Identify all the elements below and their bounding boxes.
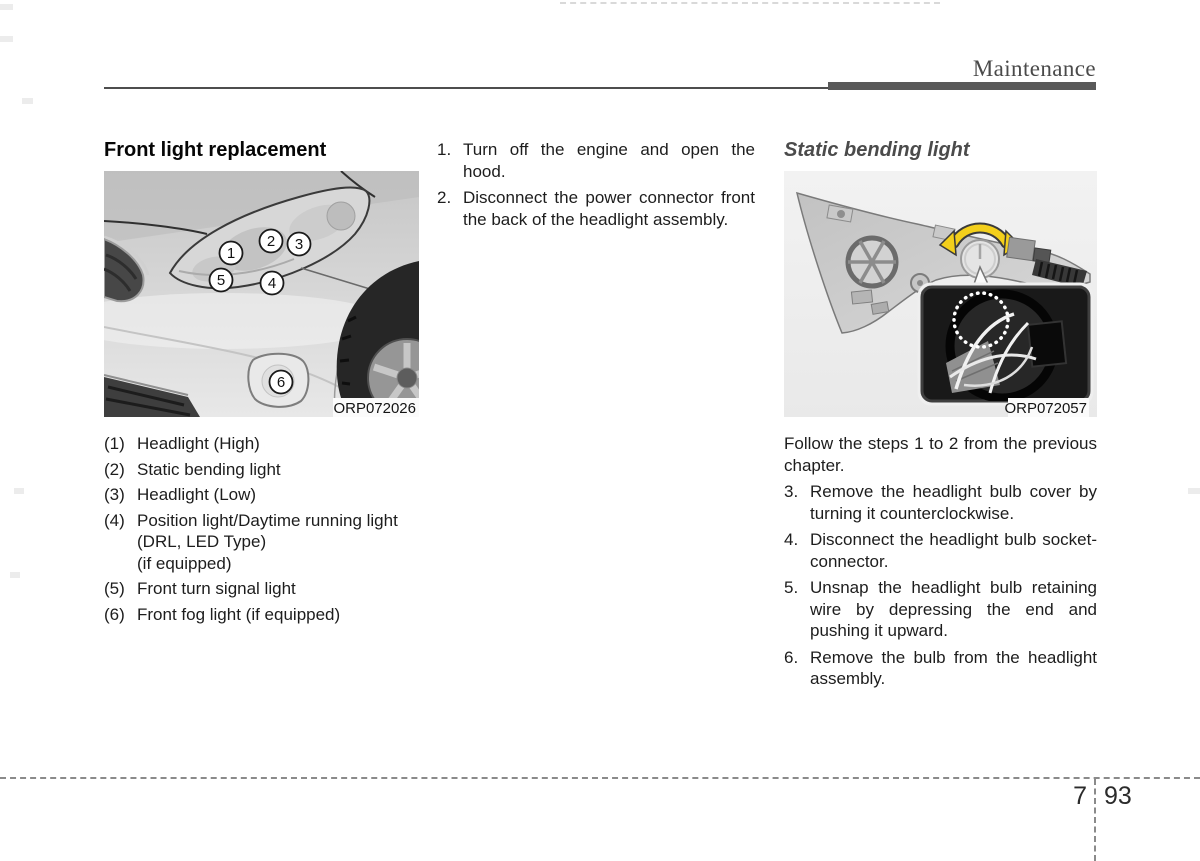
header-rule-thin: [104, 87, 828, 89]
column-front-light: [104, 139, 419, 629]
callout-3-label: 3: [294, 236, 304, 253]
step-text: Remove the bulb from the headlight assembly.: [810, 647, 1097, 688]
step-2: [437, 187, 755, 230]
legend-num: (3): [104, 485, 125, 504]
legend-num: (5): [104, 579, 125, 598]
legend-item: [104, 510, 419, 575]
edge-mark: [0, 36, 13, 42]
figure-code: ORP072026: [333, 400, 416, 417]
step-6: [784, 647, 1097, 690]
callout-2-label: 2: [266, 233, 276, 250]
housing-detail: [871, 302, 888, 315]
column-static-bending: [784, 139, 1097, 695]
power-connector: [1007, 237, 1036, 260]
legend-text: Front fog light (if equipped): [137, 604, 341, 624]
car-front-figure: [104, 171, 419, 417]
legend-text: Headlight (Low): [137, 485, 257, 504]
legend-item: [104, 578, 419, 600]
callout-5-label: 5: [216, 272, 226, 289]
legend-list: [104, 433, 419, 625]
step-text: Turn off the engine and open the hood.: [463, 140, 755, 181]
step-num: 2.: [437, 188, 452, 207]
step-num: 1.: [437, 140, 452, 159]
intro-text: Follow the steps 1 to 2 from the previous chapter.: [784, 434, 1097, 475]
edge-mark: [14, 488, 24, 494]
legend-num: (1): [104, 434, 125, 453]
step-num: 3.: [784, 482, 799, 501]
socket-block: [1028, 321, 1066, 366]
callout-4-label: 4: [267, 275, 277, 292]
edge-mark: [22, 98, 33, 104]
chapter-title: Maintenance: [972, 56, 1096, 81]
small-adjuster-center: [917, 280, 923, 286]
legend-num: (2): [104, 459, 125, 479]
top-dashed-line: [560, 2, 940, 4]
step-3: [784, 481, 1097, 524]
page-number: 93: [1104, 782, 1132, 810]
section-number: 7: [1073, 782, 1087, 810]
step-num: 4.: [784, 530, 799, 549]
figure-code: ORP072057: [1004, 400, 1087, 417]
footer-dashed-divider: [1094, 779, 1096, 861]
step-5: [784, 577, 1097, 642]
legend-text: Front turn signal light: [137, 579, 296, 598]
step-1: [437, 139, 755, 182]
edge-mark: [1188, 488, 1200, 494]
step-num: 5.: [784, 578, 799, 597]
step-text: Remove the headlight bulb cover by turning it counterclockwise.: [810, 482, 1097, 523]
legend-text: Headlight (High): [137, 434, 260, 453]
housing-detail: [851, 290, 872, 304]
step-text: Unsnap the headlight bulb retaining wire by depressing the end and pushing it upward.: [810, 578, 1097, 640]
section-heading-front-light: Front light replacement: [104, 139, 327, 161]
wheel-hub: [397, 368, 417, 388]
legend-item: [104, 484, 419, 506]
column-steps: [437, 139, 755, 235]
legend-text: [137, 510, 419, 575]
section-heading-static-bending: Static bending light: [784, 139, 970, 161]
callout-1-label: 1: [226, 245, 236, 262]
legend-num: (4): [104, 510, 125, 530]
headlight-assembly-figure: [784, 171, 1097, 417]
edge-mark: [10, 572, 20, 578]
legend-item: [104, 604, 419, 626]
legend-note: (if equipped): [137, 553, 232, 573]
edge-mark: [0, 4, 13, 10]
headlight-assembly-illustration: [784, 171, 1097, 417]
car-front-illustration: [104, 171, 419, 417]
footer-dashed-line: [0, 777, 1200, 779]
header-rule-thick: [828, 82, 1096, 90]
screw: [837, 210, 845, 218]
step-4: [784, 529, 1097, 572]
legend-item: [104, 459, 419, 481]
step-text: Disconnect the power connector front the back of the headlight assembly.: [463, 188, 755, 229]
legend-item: [104, 433, 419, 455]
headlight-projector: [327, 202, 355, 230]
step-text: Disconnect the headlight bulb socket-connector.: [810, 530, 1097, 571]
legend-num: (6): [104, 604, 125, 624]
legend-text-main: Position light/Daytime running light (DRL, LED Type): [137, 510, 398, 551]
callout-6-label: 6: [276, 374, 286, 391]
legend-text: Static bending light: [137, 459, 281, 479]
step-num: 6.: [784, 647, 799, 667]
